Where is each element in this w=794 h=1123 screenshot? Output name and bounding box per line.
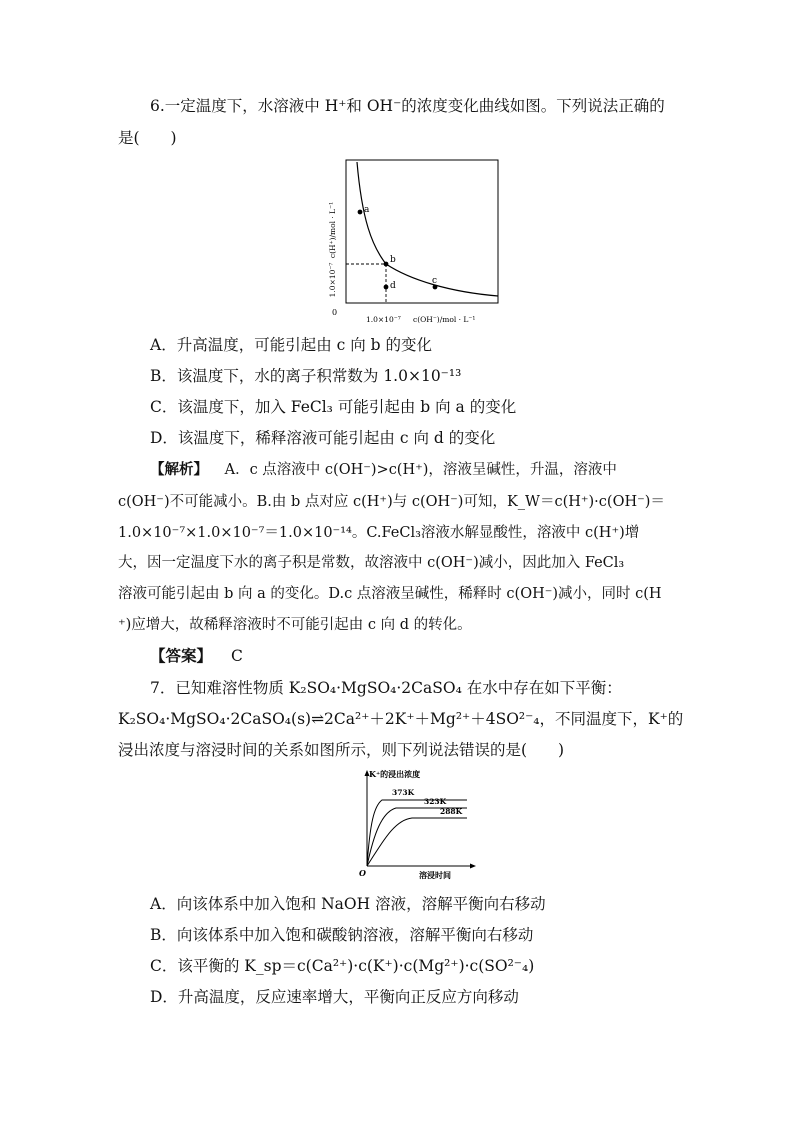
q7-stem-line1: 7．已知难溶性物质 K₂SO₄·MgSO₄·2CaSO₄ 在水中存在如下平衡： xyxy=(150,679,622,697)
q7-curve-323K xyxy=(367,808,467,866)
point-c-label: c xyxy=(432,276,438,286)
q6-option-d: D．该温度下，稀释溶液可能引起由 c 向 d 的变化 xyxy=(150,429,496,447)
answer-value: C xyxy=(230,647,243,665)
q6-option-a: A．升高温度，可能引起由 c 向 b 的变化 xyxy=(150,336,433,354)
q6-stem-line1: 6.一定温度下，水溶液中 H⁺和 OH⁻的浓度变化曲线如图。下列说法正确的 xyxy=(150,97,665,115)
q7-label-323K: 323K xyxy=(424,797,447,806)
q6-option-b: B．该温度下，水的离子积常数为 1.0×10⁻¹³ xyxy=(150,367,462,385)
q6-stem-line2: 是( ) xyxy=(118,129,177,147)
q7-stem-line3: 浸出浓度与溶浸时间的关系如图所示，则下列说法错误的是( ) xyxy=(118,741,565,759)
q6-analysis-line5: 溶液可能引起由 b 向 a 的变化。D.c 点溶液呈碱性，稀释时 c(OH⁻)减小，同时 c(H xyxy=(118,586,662,602)
q7-label-373K: 373K xyxy=(392,788,415,797)
q6-analysis-line3: 1.0×10⁻⁷×1.0×10⁻⁷＝1.0×10⁻¹⁴。C.FeCl₃溶液水解显酸性，溶液中 c(H⁺)增 xyxy=(118,525,640,541)
q7-curve-288K xyxy=(367,818,467,866)
point-d-label: d xyxy=(390,281,396,291)
q7-option-a: A．向该体系中加入饱和 NaOH 溶液，溶解平衡向右移动 xyxy=(150,895,546,913)
q6-answer xyxy=(150,646,243,666)
q7-figure xyxy=(352,768,482,883)
q7-option-c: C．该平衡的 K_sp＝c(Ca²⁺)·c(K⁺)·c(Mg²⁺)·c(SO²⁻₄) xyxy=(150,957,535,975)
point-b xyxy=(384,262,389,267)
point-d xyxy=(384,285,389,290)
q6-ytick: 1.0×10⁻⁷ xyxy=(328,262,337,298)
point-a-label: a xyxy=(364,205,370,215)
answer-tag: 【答案】 xyxy=(150,646,213,665)
q7-ylabel: K⁺的浸出浓度 xyxy=(369,769,421,779)
q6-analysis-line2: c(OH⁻)不可能减小。B.由 b 点对应 c(H⁺)与 c(OH⁻)可知，K_W＝c(H⁺)·c(OH⁻)＝ xyxy=(118,494,665,510)
point-a xyxy=(358,210,363,215)
q6-origin: 0 xyxy=(332,308,338,317)
q6-xlabel: c(OH⁻)/mol · L⁻¹ xyxy=(413,315,476,324)
q6-analysis-line6: ⁺)应增大，故稀释溶液时不可能引起由 c 向 d 的转化。 xyxy=(118,617,472,633)
q6-option-c: C．该温度下，加入 FeCl₃ 可能引起由 b 向 a 的变化 xyxy=(150,398,517,416)
q6-curve xyxy=(357,162,498,296)
point-b-label: b xyxy=(390,255,396,265)
q7-stem-line2: K₂SO₄·MgSO₄·2CaSO₄(s)⇌2Ca²⁺＋2K⁺＋Mg²⁺＋4SO²⁻₄，不同温度下，K⁺的 xyxy=(118,710,684,728)
q6-figure xyxy=(310,150,510,335)
q6-ylabel: c(H⁺)/mol · L⁻¹ xyxy=(328,201,337,259)
q7-option-b: B．向该体系中加入饱和碳酸钠溶液，溶解平衡向右移动 xyxy=(150,926,534,944)
q6-analysis-line4: 大，因一定温度下水的离子积是常数，故溶液中 c(OH⁻)减小，因此加入 FeCl₃ xyxy=(118,555,625,571)
analysis-text-1: A．c 点溶液中 c(OH⁻)>c(H⁺)，溶液呈碱性，升温，溶液中 xyxy=(224,462,617,478)
q7-label-288K: 288K xyxy=(440,807,463,816)
analysis-tag: 【解析】 xyxy=(150,461,208,478)
q7-origin: O xyxy=(359,868,366,878)
q6-analysis-line1 xyxy=(150,460,617,480)
q7-xlabel: 溶浸时间 xyxy=(419,870,451,880)
q7-x-arrow xyxy=(470,864,476,869)
q7-option-d: D．升高温度，反应速率增大，平衡向正反应方向移动 xyxy=(150,988,519,1006)
q6-xtick: 1.0×10⁻⁷ xyxy=(366,315,401,324)
